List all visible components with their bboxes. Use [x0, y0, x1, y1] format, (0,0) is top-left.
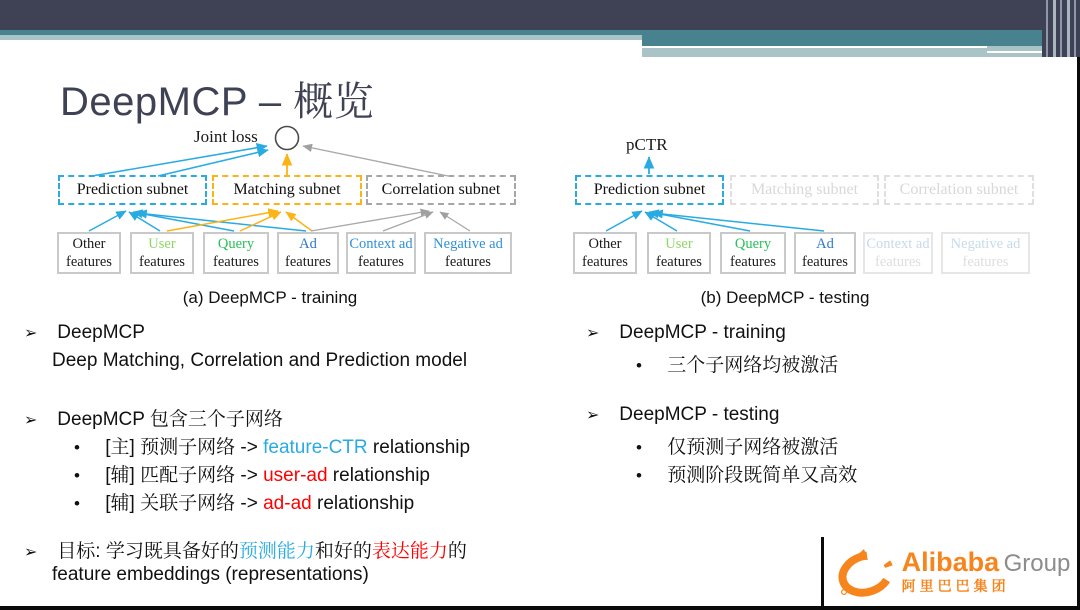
subnet-a-prediction	[58, 175, 207, 205]
subnet-a-matching	[212, 175, 362, 205]
feature-a-ad-name: Ad	[299, 236, 317, 252]
feature-a-ad-sub: features	[285, 254, 331, 270]
feature-a-other	[57, 232, 121, 274]
bullet-deepmcp-line2: Deep Matching, Correlation and Prediction model	[52, 350, 468, 371]
feature-b-query-sub: features	[730, 254, 776, 270]
feature-b-other-sub: features	[582, 254, 628, 270]
bullet-testing	[586, 404, 779, 426]
alibaba-mark-icon	[834, 545, 896, 599]
bullet-goal-line2: feature embeddings (representations)	[52, 564, 369, 585]
feature-a-user-sub: features	[139, 254, 185, 270]
banner-white-line	[642, 46, 987, 48]
dot-bullet-icon: •	[636, 438, 642, 457]
feature-b-other	[573, 232, 637, 274]
subnet-b-matching	[730, 175, 879, 205]
feature-b-user	[647, 232, 711, 274]
feature-a-other-sub: features	[66, 254, 112, 270]
feature-a-ad	[277, 232, 339, 274]
feature-b-negative-ad-sub: features	[962, 254, 1009, 270]
sub-bullet-prediction-text: [主] 预测子网络 -> feature-CTR relationship	[105, 437, 471, 458]
sub-bullet-testing-2-text: 预测阶段既简单又高效	[667, 465, 858, 486]
arrow-bullet-icon: ➢	[24, 325, 38, 342]
feature-a-other-name: Other	[72, 236, 106, 252]
alibaba-logo	[821, 537, 1080, 606]
feature-a-query-name: Query	[217, 236, 255, 252]
caption-b: (b) DeepMCP - testing	[700, 288, 870, 307]
frame-bottom-edge	[0, 606, 1080, 610]
arrow-bullet-icon: ➢	[586, 325, 600, 342]
alibaba-logo-text	[902, 549, 1071, 594]
dot-bullet-icon: •	[74, 494, 80, 513]
feature-b-user-name: User	[665, 236, 693, 252]
feature-a-user	[130, 232, 194, 274]
sub-bullet-testing-2	[636, 460, 857, 487]
arrow-bullet-icon: ➢	[24, 544, 38, 561]
sub-bullet-matching	[74, 460, 430, 487]
banner-dark-bar	[0, 0, 1080, 30]
feature-b-context-ad	[863, 232, 933, 274]
feature-a-negative-ad-sub: features	[445, 254, 491, 270]
sub-bullet-training-1-text: 三个子网络均被激活	[667, 355, 839, 376]
banner-corner-stripes	[1042, 0, 1080, 57]
feature-b-negative-ad	[941, 232, 1030, 274]
subnet-b-correlation-label: Correlation subnet	[899, 181, 1019, 198]
sub-bullet-correlation-text: [辅] 关联子网络 -> ad-ad relationship	[105, 493, 415, 514]
feature-a-negative-ad	[424, 232, 512, 274]
dot-bullet-icon: •	[636, 356, 642, 375]
feature-b-user-sub: features	[656, 254, 702, 270]
subnet-a-correlation	[366, 175, 516, 205]
subnet-b-prediction	[575, 175, 724, 205]
dot-bullet-icon: •	[74, 438, 80, 457]
sub-bullet-testing-1-text: 仅预测子网络被激活	[667, 437, 839, 458]
bullet-training	[586, 322, 786, 344]
subnet-a-matching-label: Matching subnet	[233, 181, 341, 198]
joint-loss-label: Joint loss	[194, 127, 258, 146]
page-title: DeepMCP – 概览	[60, 80, 375, 124]
dot-bullet-icon: •	[74, 466, 80, 485]
banner-light-line-left	[0, 35, 642, 40]
bullet-goal	[24, 536, 467, 563]
alibaba-chinese-text: 阿里巴巴集团	[901, 578, 1010, 594]
sub-bullet-prediction	[74, 432, 470, 459]
dot-bullet-icon: •	[636, 466, 642, 485]
bullet-testing-text: DeepMCP - testing	[619, 404, 780, 425]
feature-b-other-name: Other	[588, 236, 622, 252]
sub-bullet-correlation	[74, 488, 414, 515]
bullet-training-text: DeepMCP - training	[619, 322, 786, 343]
feature-b-ad	[794, 232, 856, 274]
bullet-three-subnets	[24, 404, 283, 431]
subnet-a-prediction-label: Prediction subnet	[76, 181, 189, 198]
sub-bullet-matching-text: [辅] 匹配子网络 -> user-ad relationship	[105, 465, 430, 486]
feature-a-context-ad-name: Context ad	[349, 236, 413, 252]
sub-bullet-training-1	[636, 350, 838, 377]
caption-a: (a) DeepMCP - training	[182, 288, 358, 307]
banner-teal-band-right	[642, 30, 1080, 46]
bullet-deepmcp-text: DeepMCP	[57, 322, 145, 343]
feature-a-negative-ad-name: Negative ad	[433, 236, 503, 252]
arrow-bullet-icon: ➢	[24, 412, 38, 429]
feature-b-query-name: Query	[734, 236, 772, 252]
arrow-bullet-icon: ➢	[586, 407, 600, 424]
feature-b-context-ad-sub: features	[875, 254, 921, 270]
feature-a-context-ad	[346, 232, 416, 274]
subnet-a-correlation-label: Correlation subnet	[381, 181, 501, 198]
feature-b-ad-sub: features	[802, 254, 848, 270]
subnet-b-matching-label: Matching subnet	[750, 181, 859, 198]
sub-bullet-testing-1	[636, 432, 838, 459]
feature-b-query	[720, 232, 786, 274]
bullet-deepmcp	[24, 322, 145, 344]
subnet-b-correlation	[884, 175, 1034, 205]
pctr-label: pCTR	[626, 135, 668, 154]
feature-b-negative-ad-name: Negative ad	[950, 236, 1021, 252]
bullet-three-subnets-text: DeepMCP 包含三个子网络	[57, 409, 283, 430]
subnet-b-prediction-label: Prediction subnet	[593, 181, 706, 198]
alibaba-brand-text: Alibaba	[901, 547, 1000, 577]
feature-a-context-ad-sub: features	[358, 254, 404, 270]
feature-a-query-sub: features	[213, 254, 259, 270]
feature-b-ad-name: Ad	[816, 236, 834, 252]
bullet-goal-text: 目标: 学习既具备好的预测能力和好的表达能力的	[57, 541, 467, 562]
alibaba-group-text: Group	[1003, 550, 1071, 577]
feature-b-context-ad-name: Context ad	[866, 236, 930, 252]
feature-a-user-name: User	[148, 236, 176, 252]
feature-a-query	[203, 232, 269, 274]
